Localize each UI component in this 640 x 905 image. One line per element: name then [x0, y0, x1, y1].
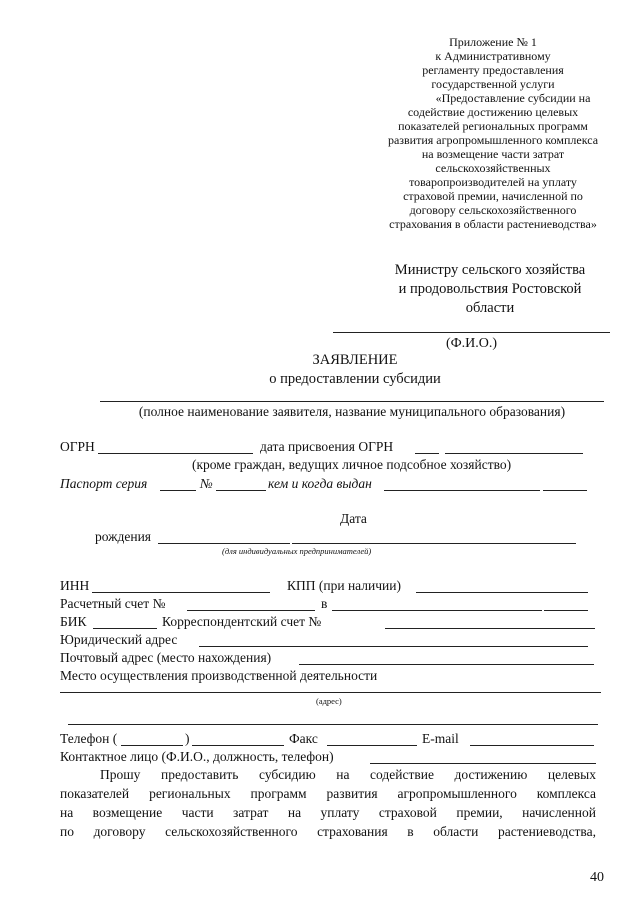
- annex-line: страховой премии, начисленной по: [403, 189, 583, 203]
- paragraph-line: на возмещение части затрат на уплату страховой премии, начисленной: [60, 805, 596, 820]
- phone-label: Телефон (: [60, 731, 118, 746]
- birth-date-label-top: Дата: [340, 511, 367, 526]
- page-number: 40: [590, 870, 604, 885]
- passport-issued-field-b[interactable]: [543, 490, 587, 491]
- annex-line: государственной услуги: [431, 77, 555, 91]
- fio-line[interactable]: [333, 332, 610, 333]
- annex-line: содействие достижению целевых: [407, 105, 579, 119]
- postal-address-label: Почтовый адрес (место нахождения): [60, 650, 272, 665]
- applicant-line[interactable]: [100, 401, 604, 402]
- ogrn-date-field-a[interactable]: [415, 453, 439, 454]
- birth-date-label-bottom: рождения: [95, 529, 152, 544]
- document-subtitle: о предоставлении субсидии: [269, 371, 441, 387]
- corr-account-label: Корреспондентский счет №: [162, 614, 322, 629]
- bank-in-label: в: [321, 596, 328, 611]
- addressee-line: области: [465, 300, 515, 316]
- production-place-label: Место осуществления производственной деятельности: [60, 668, 378, 683]
- legal-address-label: Юридический адрес: [60, 632, 178, 647]
- fax-field[interactable]: [327, 745, 417, 746]
- document-title: ЗАЯВЛЕНИЕ: [312, 352, 398, 368]
- passport-no-label: №: [200, 476, 213, 491]
- legal-address-field[interactable]: [199, 646, 588, 647]
- entrepreneurs-note: (для индивидуальных предпринимателей): [222, 546, 372, 556]
- contact-label: Контактное лицо (Ф.И.О., должность, телефон): [60, 749, 334, 764]
- addressee-line: и продовольствия Ростовской: [398, 281, 582, 297]
- annex-line: к Административному: [435, 49, 551, 63]
- email-label: E-mail: [422, 731, 459, 746]
- except-note: (кроме граждан, ведущих личное подсобное хозяйство): [192, 457, 512, 472]
- birth-date-field-b[interactable]: [292, 543, 576, 544]
- annex-line: показателей региональных программ: [398, 119, 588, 133]
- kpp-label: КПП (при наличии): [287, 578, 401, 593]
- applicant-caption: (полное наименование заявителя, название муниципального образования): [138, 404, 566, 419]
- postal-address-field[interactable]: [299, 664, 594, 665]
- passport-issued-label: кем и когда выдан: [268, 476, 372, 491]
- fio-caption: (Ф.И.О.): [445, 336, 498, 351]
- account-label: Расчетный счет №: [60, 596, 166, 611]
- ogrn-date-field-b[interactable]: [445, 453, 583, 454]
- inn-label: ИНН: [60, 578, 90, 593]
- annex-line: развития агропромышленного комплекса: [387, 133, 599, 147]
- annex-line: товаропроизводителей на уплату: [409, 175, 577, 189]
- ogrn-field[interactable]: [98, 453, 253, 454]
- passport-series-label: Паспорт серия: [60, 476, 148, 491]
- birth-date-field-a[interactable]: [158, 543, 290, 544]
- passport-no-field[interactable]: [216, 490, 266, 491]
- annex-line: «Предоставление субсидии на: [435, 91, 591, 105]
- extra-line[interactable]: [68, 724, 598, 725]
- passport-issued-field-a[interactable]: [384, 490, 540, 491]
- bank-field-a[interactable]: [332, 610, 542, 611]
- inn-field[interactable]: [92, 592, 270, 593]
- annex-line: Приложение № 1: [449, 35, 537, 49]
- passport-series-field[interactable]: [160, 490, 196, 491]
- corr-account-field[interactable]: [385, 628, 595, 629]
- phone-code-field[interactable]: [121, 745, 183, 746]
- fax-label: Факс: [289, 731, 318, 746]
- email-field[interactable]: [470, 745, 594, 746]
- ogrn-label: ОГРН: [60, 439, 95, 454]
- production-address-field[interactable]: [60, 692, 601, 693]
- paragraph-line: показателей региональных программ развития агропромышленного комплекса: [60, 786, 596, 801]
- account-field[interactable]: [187, 610, 315, 611]
- bik-label: БИК: [60, 614, 87, 629]
- annex-line: сельскохозяйственных: [435, 161, 551, 175]
- annex-line: страхования в области растениеводства»: [389, 217, 597, 231]
- phone-close: ): [185, 731, 190, 746]
- bik-field[interactable]: [93, 628, 157, 629]
- address-caption: (адрес): [316, 696, 342, 706]
- annex-line: регламенту предоставления: [422, 63, 564, 77]
- paragraph-line: Прошу предоставить субсидию на содействие достижению целевых: [100, 767, 596, 782]
- annex-line: на возмещение части затрат: [421, 147, 565, 161]
- contact-field[interactable]: [370, 763, 596, 764]
- ogrn-date-label: дата присвоения ОГРН: [260, 439, 394, 454]
- phone-field[interactable]: [192, 745, 284, 746]
- bank-field-b[interactable]: [544, 610, 588, 611]
- addressee-line: Министру сельского хозяйства: [394, 262, 586, 278]
- annex-line: договору сельскохозяйственного: [409, 203, 577, 217]
- kpp-field[interactable]: [416, 592, 588, 593]
- paragraph-line: по договору сельскохозяйственного страхования в области растениеводства,: [60, 824, 596, 839]
